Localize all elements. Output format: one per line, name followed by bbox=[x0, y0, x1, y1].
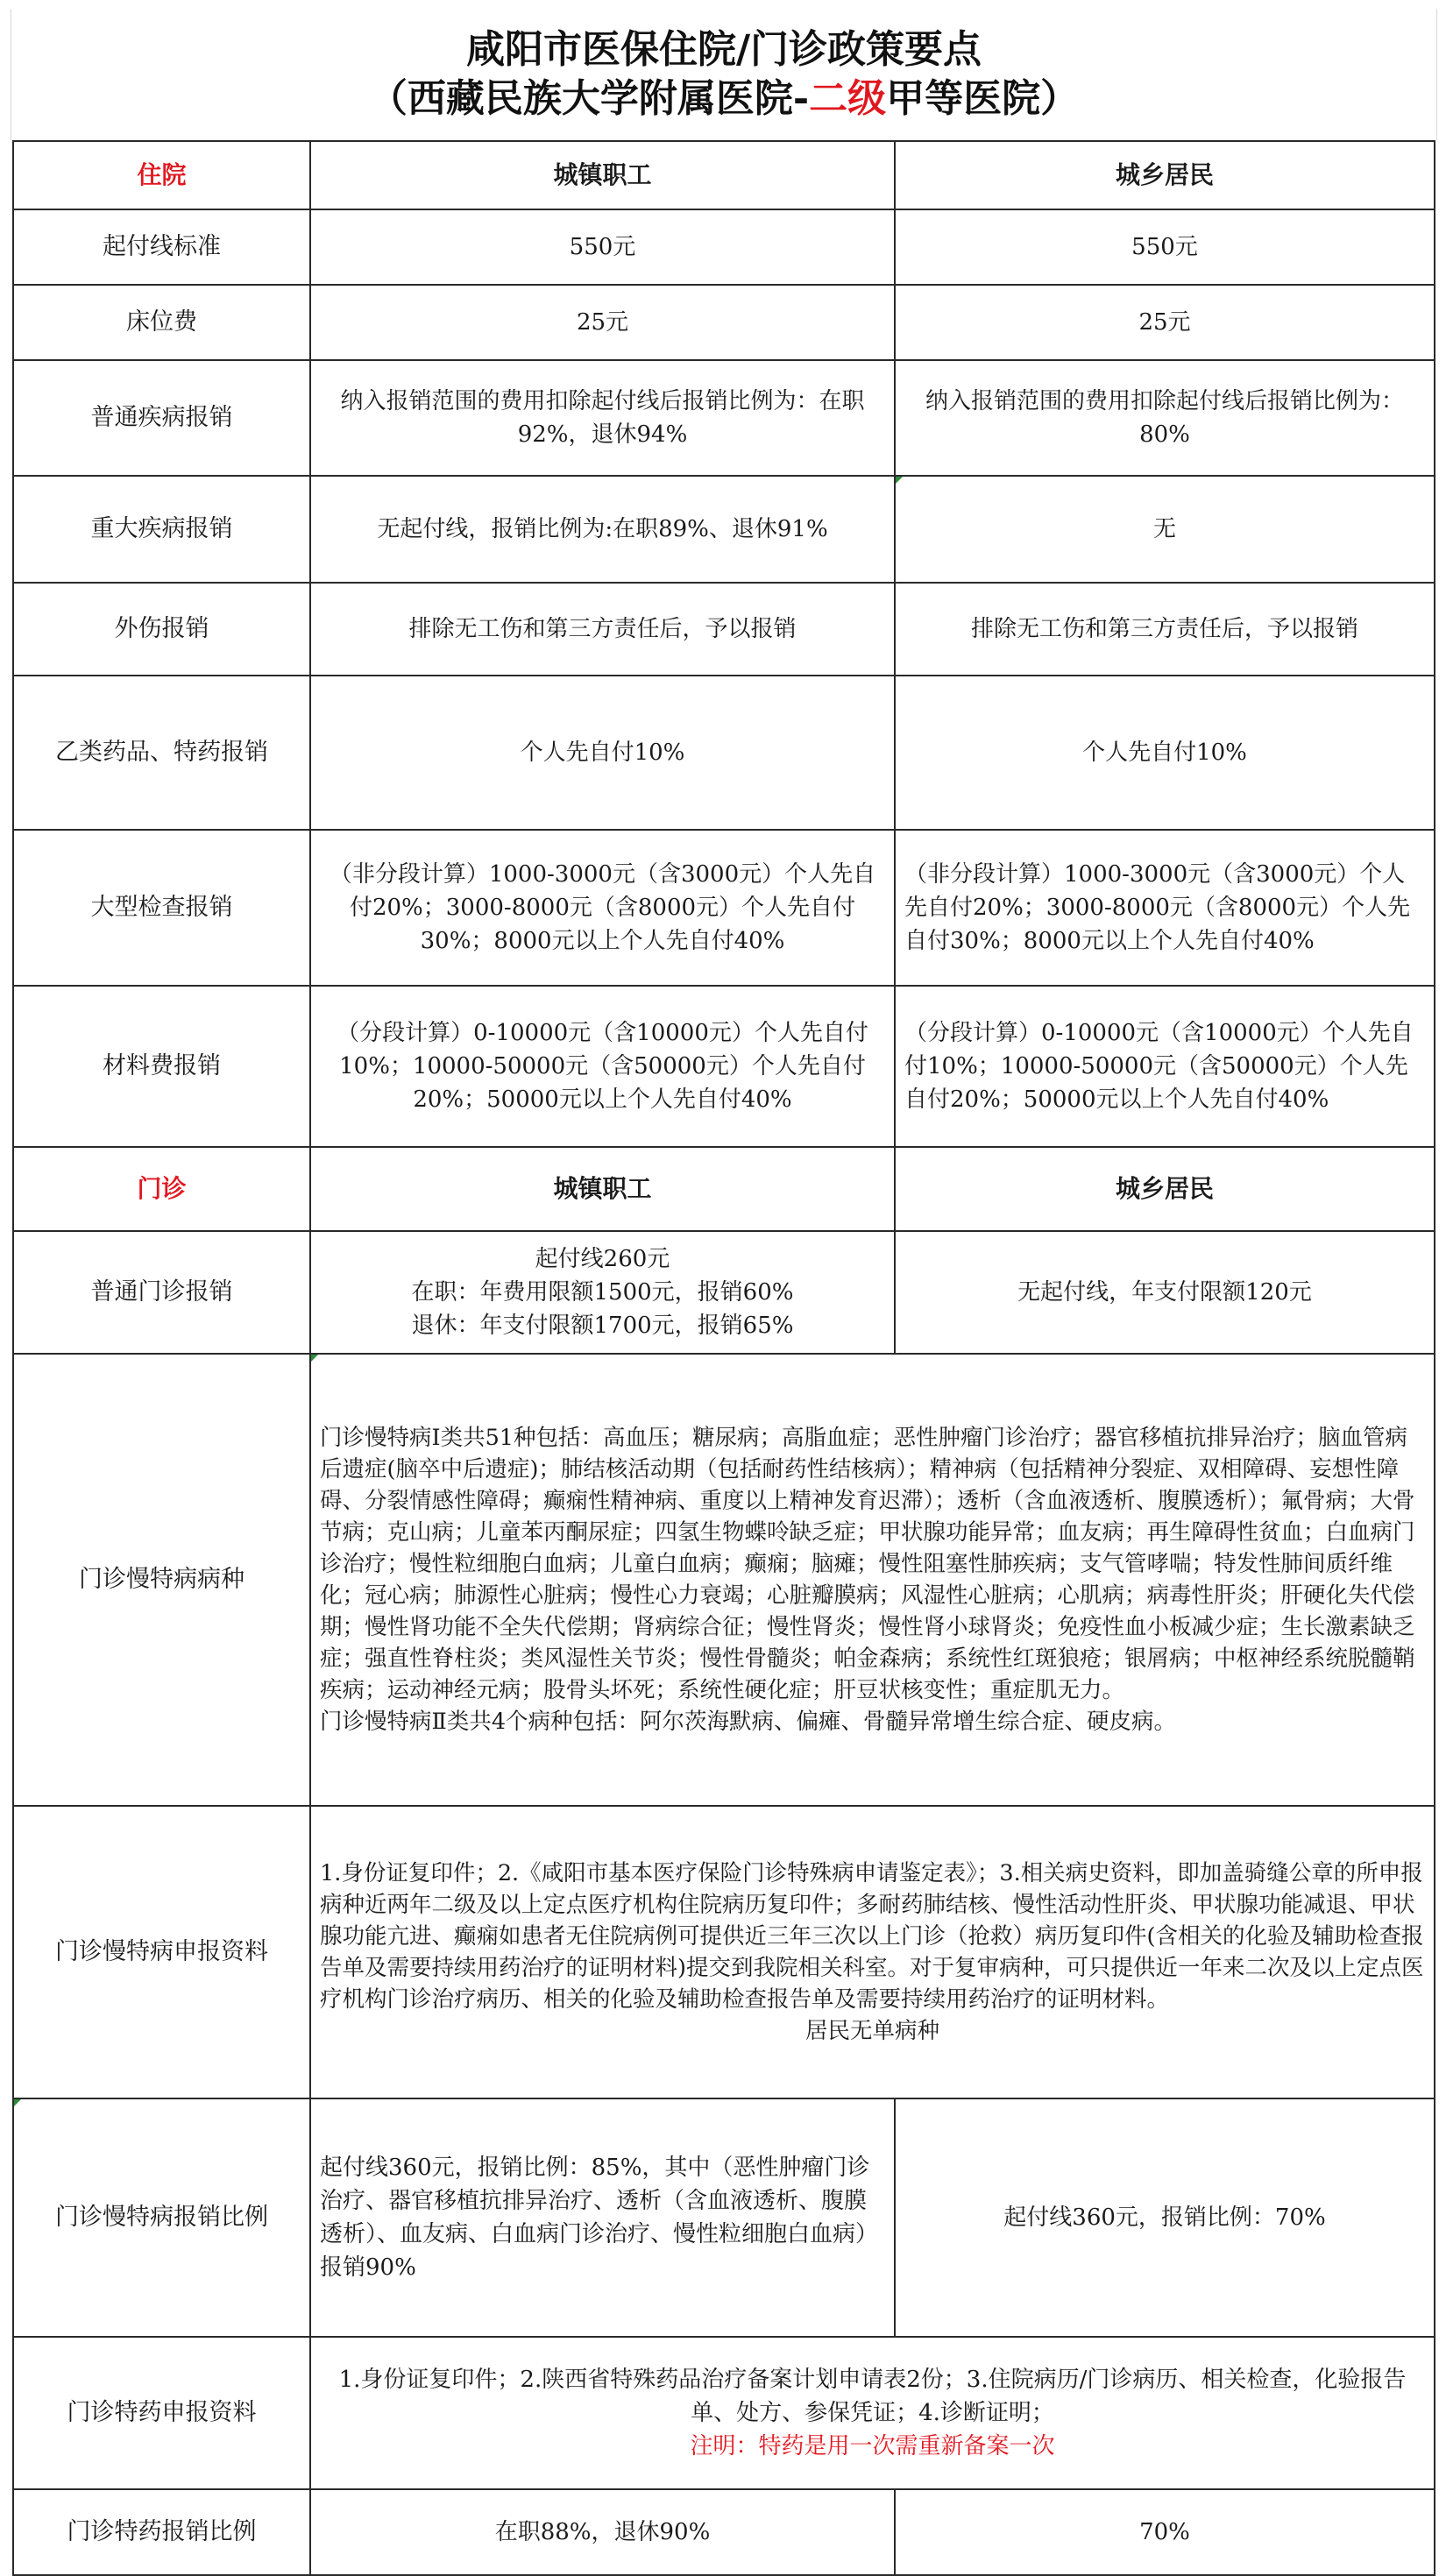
chronic-docs-text: 1.身份证复印件；2.《咸阳市基本医疗保险门诊特殊病申请鉴定表》；3.相关病史资料，即加盖骑缝公章的所申报病种近两年二级及以上定点医疗机构住院病历复印件；多耐药肺结核、慢性活动性肝炎、甲状腺功能减退、甲状腺功能亢进、癫痫如患者无住院病例可提供近三年三次以上门诊（抢救）病历复印件(含相关的化验及辅助检查报告单及需要持续用药治疗的证明材料)提交到我院相关科室。对于复审病种，可只提供近一年来二次及以上定点医疗机构门诊治疗病历、相关的化验及辅助检查报告单及需要持续用药治疗的证明材料。 bbox=[320, 1860, 1424, 2013]
urban-cell: 550元 bbox=[310, 209, 895, 285]
inpatient-col-rural: 城乡居民 bbox=[895, 141, 1435, 209]
special-drug-note: 注明：特药是用一次需重新备案一次 bbox=[690, 2433, 1055, 2459]
chronic-types-text-2: 门诊慢特病Ⅱ类共4个病种包括：阿尔茨海默病、偏瘫、骨髓异常增生综合症、硬皮病。 bbox=[320, 1709, 1177, 1735]
special-drug-docs-cell bbox=[310, 2337, 1435, 2489]
row-label: 普通门诊报销 bbox=[13, 1231, 310, 1354]
general-urban-line-2: 在职：年费用限额1500元，报销60% bbox=[411, 1279, 794, 1306]
inpatient-header-row bbox=[13, 141, 1435, 209]
table-row bbox=[13, 360, 1435, 476]
rural-cell: 70% bbox=[895, 2489, 1435, 2575]
rural-cell: 起付线360元，报销比例：70% bbox=[895, 2098, 1435, 2337]
table-row bbox=[13, 2098, 1435, 2337]
title-line-1: 咸阳市医保住院/门诊政策要点 bbox=[465, 27, 982, 72]
table-row bbox=[13, 476, 1435, 583]
row-label: 门诊特药报销比例 bbox=[13, 2489, 310, 2575]
urban-cell: （非分段计算）1000-3000元（含3000元）个人先自付20%；3000-8000元（含8000元）个人先自付30%；8000元以上个人先自付40% bbox=[310, 830, 895, 986]
row-label: 门诊慢特病病种 bbox=[13, 1354, 310, 1806]
title-line-2-red: 二级 bbox=[809, 76, 887, 121]
rural-cell: 个人先自付10% bbox=[895, 676, 1435, 830]
row-label: 重大疾病报销 bbox=[13, 476, 310, 583]
table-row bbox=[13, 209, 1435, 285]
row-label: 大型检查报销 bbox=[13, 830, 310, 986]
policy-table bbox=[12, 140, 1435, 2576]
outpatient-header-row bbox=[13, 1147, 1435, 1231]
title-line-2 bbox=[369, 74, 1079, 124]
urban-cell: 纳入报销范围的费用扣除起付线后报销比例为：在职92%，退休94% bbox=[310, 360, 895, 476]
rural-cell: 排除无工伤和第三方责任后，予以报销 bbox=[895, 583, 1435, 676]
chronic-types-text-1: 门诊慢特病Ⅰ类共51种包括：高血压；糖尿病；高脂血症；恶性肿瘤门诊治疗；器官移植抗排异治疗；脑血管病后遗症(脑卒中后遗症)；肺结核活动期（包括耐药性结核病）；精神病（包括精神分裂症、双相障碍、妄想性障碍、分裂情感性障碍；癫痫性精神病、重度以上精神发育迟滞）；透析（含血液透析、腹膜透析）；氟骨病；大骨节病；克山病；儿童苯丙酮尿症；四氢生物蝶呤缺乏症；甲状腺功能异常；血友病；再生障碍性贫血；白血病门诊治疗；慢性粒细胞白血病；儿童白血病；癫痫；脑瘫；慢性阻塞性肺疾病；支气管哮喘；特发性肺间质纤维化；冠心病；肺源性心脏病；慢性心力衰竭；心脏瓣膜病；风湿性心脏病；心肌病；病毒性肝炎；肝硬化失代偿期；慢性肾功能不全失代偿期；肾病综合征；慢性肾炎；慢性肾小球肾炎；免疫性血小板减少症；生长激素缺乏症；强直性脊柱炎；类风湿性关节炎；慢性骨髓炎；帕金森病；系统性红斑狼疮；银屑病；中枢神经系统脱髓鞘疾病；运动神经元病；股骨头坏死；系统性硬化症；肝豆状核变性；重症肌无力。 bbox=[320, 1425, 1415, 1703]
row-label: 门诊特药申报资料 bbox=[13, 2337, 310, 2489]
general-urban-line-1: 起付线260元 bbox=[535, 1246, 670, 1272]
chronic-docs-text-center: 居民无单病种 bbox=[805, 2018, 939, 2044]
row-label: 普通疾病报销 bbox=[13, 360, 310, 476]
title-line-2-post: 甲等医院） bbox=[886, 76, 1080, 121]
urban-cell: 起付线360元，报销比例：85%，其中（恶性肿瘤门诊治疗、器官移植抗排异治疗、透析（含血液透析、腹膜透析）、血友病、白血病门诊治疗、慢性粒细胞白血病）报销90% bbox=[310, 2098, 895, 2337]
table-row bbox=[13, 2489, 1435, 2575]
row-label: 外伤报销 bbox=[13, 583, 310, 676]
row-label: 床位费 bbox=[13, 285, 310, 360]
outpatient-section-label: 门诊 bbox=[13, 1147, 310, 1231]
urban-cell: （分段计算）0-10000元（含10000元）个人先自付10%；10000-50000元（含50000元）个人先自付20%；50000元以上个人先自付40% bbox=[310, 986, 895, 1147]
table-row bbox=[13, 2337, 1435, 2489]
inpatient-col-urban: 城镇职工 bbox=[310, 141, 895, 209]
row-label: 乙类药品、特药报销 bbox=[13, 676, 310, 830]
policy-sheet bbox=[11, 9, 1435, 2557]
rural-cell: 25元 bbox=[895, 285, 1435, 360]
table-row bbox=[13, 1806, 1435, 2098]
urban-cell: 25元 bbox=[310, 285, 895, 360]
title-block bbox=[11, 9, 1437, 140]
outpatient-col-urban: 城镇职工 bbox=[310, 1147, 895, 1231]
rural-cell: 550元 bbox=[895, 209, 1435, 285]
row-label: 起付线标准 bbox=[13, 209, 310, 285]
rural-cell: 无起付线，年支付限额120元 bbox=[895, 1231, 1435, 1354]
outpatient-col-rural: 城乡居民 bbox=[895, 1147, 1435, 1231]
special-drug-docs-text: 1.身份证复印件；2.陕西省特殊药品治疗备案计划申请表2份；3.住院病历/门诊病历、相关检查，化验报告单、处方、参保凭证；4.诊断证明； bbox=[338, 2367, 1407, 2426]
table-row bbox=[13, 986, 1435, 1147]
urban-cell: 个人先自付10% bbox=[310, 676, 895, 830]
inpatient-section-label: 住院 bbox=[13, 141, 310, 209]
title-line-2-pre: （西藏民族大学附属医院- bbox=[368, 76, 810, 121]
row-label: 材料费报销 bbox=[13, 986, 310, 1147]
table-row bbox=[13, 676, 1435, 830]
urban-cell: 在职88%，退休90% bbox=[310, 2489, 895, 2575]
table-row bbox=[13, 1354, 1435, 1806]
urban-cell: 排除无工伤和第三方责任后，予以报销 bbox=[310, 583, 895, 676]
rural-cell: （非分段计算）1000-3000元（含3000元）个人先自付20%；3000-8000元（含8000元）个人先自付30%；8000元以上个人先自付40% bbox=[895, 830, 1435, 986]
chronic-docs-cell bbox=[310, 1806, 1435, 2098]
table-row bbox=[13, 830, 1435, 986]
urban-cell: 无起付线，报销比例为:在职89%、退休91% bbox=[310, 476, 895, 583]
chronic-types-cell bbox=[310, 1354, 1435, 1806]
table-row bbox=[13, 583, 1435, 676]
general-urban-line-3: 退休：年支付限额1700元，报销65% bbox=[411, 1313, 794, 1339]
row-label: 门诊慢特病报销比例 bbox=[13, 2098, 310, 2337]
urban-cell bbox=[310, 1231, 895, 1354]
rural-cell: 纳入报销范围的费用扣除起付线后报销比例为：80% bbox=[895, 360, 1435, 476]
rural-cell: 无 bbox=[895, 476, 1435, 583]
table-row bbox=[13, 1231, 1435, 1354]
row-label: 门诊慢特病申报资料 bbox=[13, 1806, 310, 2098]
table-row bbox=[13, 285, 1435, 360]
rural-cell: （分段计算）0-10000元（含10000元）个人先自付10%；10000-50000元（含50000元）个人先自付20%；50000元以上个人先自付40% bbox=[895, 986, 1435, 1147]
